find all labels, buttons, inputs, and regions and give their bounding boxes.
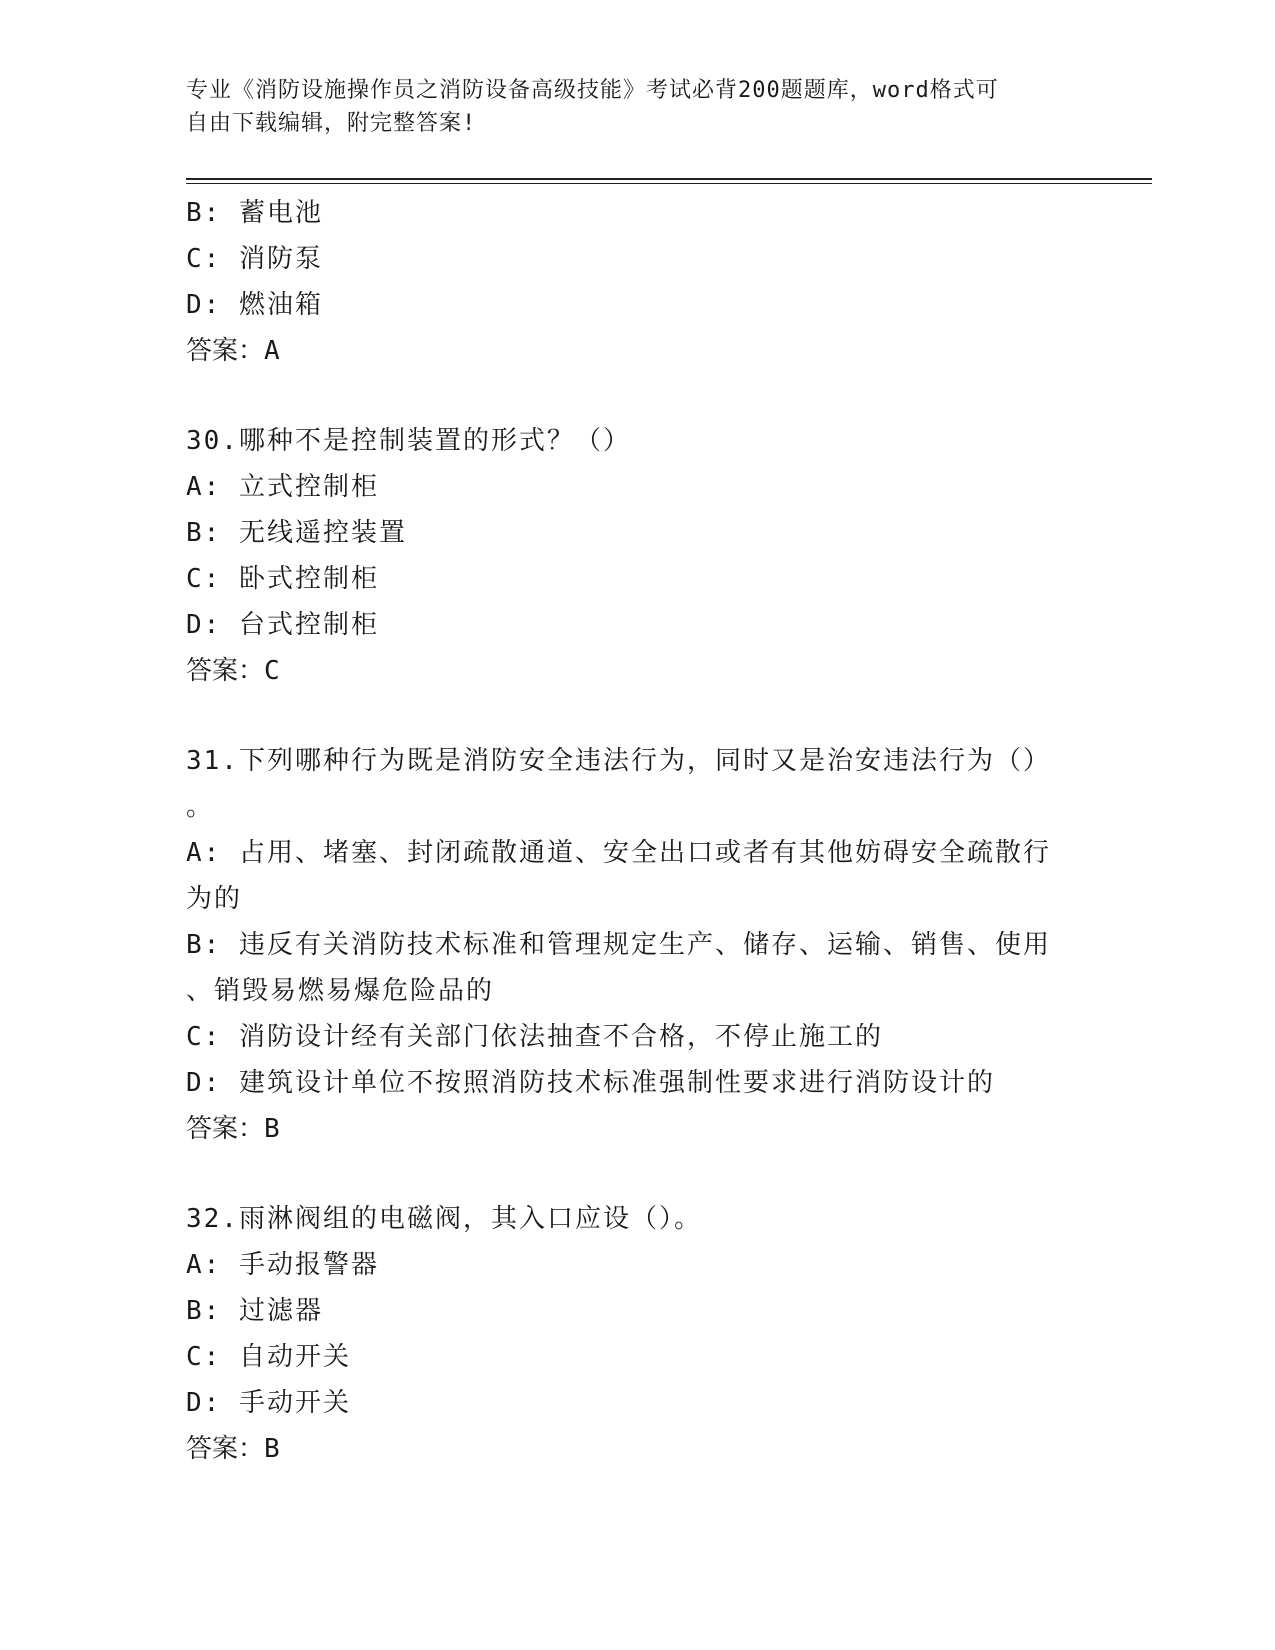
header-line-2: 自由下载编辑，附完整答案!: [186, 111, 477, 136]
answer-value: A: [264, 336, 280, 366]
answer-line: [186, 1426, 1086, 1472]
option-b-continued: 、销毁易燃易爆危险品的: [186, 976, 495, 1006]
question-30: [186, 418, 1086, 694]
option-a: A: 立式控制柜: [186, 472, 379, 502]
question-32: [186, 1196, 1086, 1472]
answer-label: 答案：: [186, 336, 265, 366]
answer-value: C: [264, 656, 280, 686]
question-text-continued: 。: [186, 792, 215, 822]
option-a: A: 手动报警器: [186, 1250, 379, 1280]
option-b: B: 蓄电池: [186, 198, 323, 228]
option-b: B: 违反有关消防技术标准和管理规定生产、储存、运输、销售、使用: [186, 930, 1051, 960]
option-d: D: 建筑设计单位不按照消防技术标准强制性要求进行消防设计的: [186, 1068, 995, 1098]
document-header: [186, 74, 1066, 140]
option-b: B: 无线遥控装置: [186, 518, 407, 548]
answer-line: [186, 1106, 1086, 1152]
answer-line: [186, 328, 1086, 374]
answer-value: B: [264, 1114, 280, 1144]
option-c: C: 消防设计经有关部门依法抽查不合格，不停止施工的: [186, 1022, 883, 1052]
question-text: 32.雨淋阀组的电磁阀，其入口应设（）。: [186, 1204, 702, 1234]
question-29: [186, 190, 1086, 374]
option-a: A: 占用、堵塞、封闭疏散通道、安全出口或者有其他妨碍安全疏散行: [186, 838, 1051, 868]
question-31: [186, 738, 1086, 1152]
header-divider: [186, 178, 1152, 184]
option-d: D: 手动开关: [186, 1388, 351, 1418]
answer-label: 答案：: [186, 1434, 265, 1464]
answer-label: 答案：: [186, 656, 265, 686]
question-text: 31.下列哪种行为既是消防安全违法行为，同时又是治安违法行为（）: [186, 746, 1051, 776]
answer-label: 答案：: [186, 1114, 265, 1144]
option-d: D: 台式控制柜: [186, 610, 379, 640]
question-list: [186, 190, 1086, 1472]
answer-line: [186, 648, 1086, 694]
option-a-continued: 为的: [186, 884, 243, 914]
option-c: C: 消防泵: [186, 244, 323, 274]
option-d: D: 燃油箱: [186, 290, 323, 320]
option-b: B: 过滤器: [186, 1296, 323, 1326]
header-line-1: 专业《消防设施操作员之消防设备高级技能》考试必背200题题库，word格式可: [186, 78, 999, 103]
answer-value: B: [264, 1434, 280, 1464]
option-c: C: 卧式控制柜: [186, 564, 379, 594]
option-c: C: 自动开关: [186, 1342, 351, 1372]
question-text: 30.哪种不是控制装置的形式？（）: [186, 426, 631, 456]
